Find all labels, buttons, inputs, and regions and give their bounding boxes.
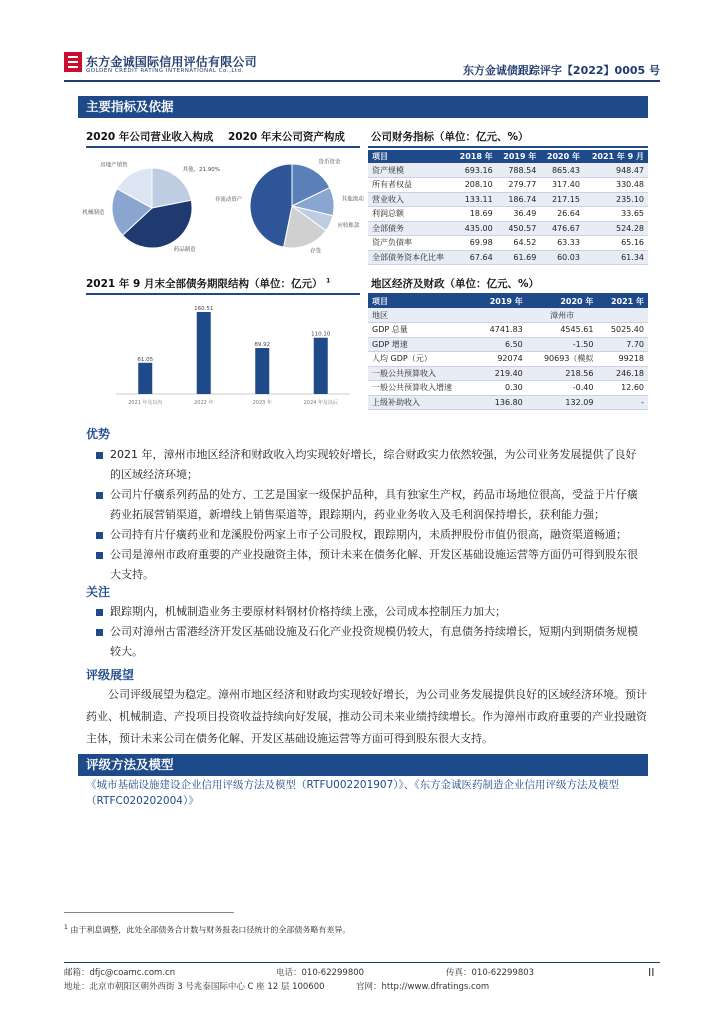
table-cell: -0.40 [527,381,598,396]
report-code: 东方金诚债跟踪评字【2022】0005 号 [462,64,660,77]
table-cell: 476.67 [540,221,584,236]
table-row [368,366,648,381]
outlook-title: 评级展望 [86,668,135,682]
table-cell: -1.50 [527,337,598,352]
pie-label: 存货 [310,248,322,255]
table-cell: 63.33 [540,236,584,251]
table-cell: 资产规模 [368,163,453,178]
table-cell: 90693（模拟 [527,352,598,367]
advantage-item: 2021 年，漳州市地区经济和财政收入均实现较好增长，综合财政实力依然较强，为公司业务发展提供了良好的区域经济环境； [96,445,644,485]
table-header: 项目 [368,295,476,308]
debt-bar-chart [86,296,360,408]
table-cell: 一般公共预算收入增速 [368,381,476,396]
table-cell: 186.74 [497,192,541,207]
table-cell: 营业收入 [368,192,453,207]
advantages-title: 优势 [86,427,111,441]
table-cell: 219.40 [476,366,527,381]
advantage-item: 公司持有片仔癀药业和龙溪股份两家上市子公司股权，跟踪期内，未质押股份市值仍很高，融资渠道畅通； [96,525,644,545]
table-header: 2021 年 [597,295,648,308]
table-cell: 6.50 [476,337,527,352]
table-cell: 61.69 [497,250,541,265]
fin-table [368,150,648,265]
section-title-indicators: 主要指标及依据 [78,96,648,118]
pie-label: 应收账款 [337,222,360,229]
table-row [368,163,648,178]
table-cell: 33.65 [584,207,648,222]
table-cell: 136.80 [476,395,527,410]
footer-email: 邮箱：dfjc@coamc.com.cn [64,968,176,978]
pie-title-underline [86,146,360,148]
table-cell: 一般公共预算收入 [368,366,476,381]
footnote: $^1$ 由于利息调整，此处全部债务合计数与财务报表口径统计的全部债务略有差异。 [64,924,351,935]
table-cell: 235.10 [584,192,648,207]
bar-value-label: 110.10 [311,331,331,338]
table-cell: GDP 总量 [368,323,476,338]
table-cell: 全部债务资本化比率 [368,250,453,265]
pie-charts [82,150,364,262]
bar [197,312,211,394]
table-row [368,236,648,251]
table-cell: 18.69 [453,207,497,222]
debt-title-underline [86,293,360,295]
table-row [368,352,648,367]
debt-chart-title: 2021 年 9 月末全部债务期限结构（单位：亿元） $^1$ [86,277,331,290]
table-cell: 948.47 [584,163,648,178]
bar [138,363,152,394]
table-cell: 92074 [476,352,527,367]
pie-assets [215,158,364,255]
table-cell: 人均 GDP（元） [368,352,476,367]
bar-value-label: 89.92 [254,342,271,349]
table-cell: 788.54 [497,163,541,178]
table-cell: 218.56 [527,366,598,381]
footer-phone: 电话：010-62299800 [276,968,365,978]
bar-category-label: 2022 年 [194,400,214,406]
table-cell: GDP 增速 [368,337,476,352]
table-cell: 0.30 [476,381,527,396]
table-cell: 12.60 [597,381,648,396]
table-row [368,221,648,236]
company-name-cn: 东方金诚国际信用评估有限公司 [86,55,257,69]
pie-label: 房地产销售 [100,162,128,169]
region-table [368,295,648,410]
table-cell: 133.11 [453,192,497,207]
table-row [368,381,648,396]
table-cell: 上级补助收入 [368,395,476,410]
table-header: 2020 年 [540,150,584,163]
pie-slice [250,164,292,247]
table-cell: - [597,395,648,410]
table-cell: 217.15 [540,192,584,207]
pie-label: 机械制造 [82,209,105,216]
table-cell: 208.10 [453,178,497,193]
table-cell: 7.70 [597,337,648,352]
table-header: 2018 年 [453,150,497,163]
section-title-method: 评级方法及模型 [78,754,648,776]
table-cell: 60.03 [540,250,584,265]
table-cell: 61.34 [584,250,648,265]
bar-value-label: 160.51 [194,305,214,312]
footer-fax: 传真：010-62299803 [446,968,535,978]
table-row [368,337,648,352]
pie-title-assets: 2020 年末公司资产构成 [228,131,345,143]
footnote-divider [64,912,234,913]
concerns-title: 关注 [86,585,111,599]
table-cell: 资产负债率 [368,236,453,251]
footer-website: 官网：http://www.dfratings.com [356,982,490,992]
pie-revenue [82,161,220,253]
table-header: 2020 年 [527,295,598,308]
bar [314,338,328,394]
table-header: 2021 年 9 月 [584,150,648,163]
table-row [368,250,648,265]
table-cell: 26.64 [540,207,584,222]
table-cell: 450.57 [497,221,541,236]
table-row [368,178,648,193]
table-cell: 全部债务 [368,221,453,236]
table-cell: 36.49 [497,207,541,222]
method-text: 《城市基础设施建设企业信用评级方法及模型（RTFU002201907）》、《东方金诚医药制造企业信用评级方法及模型（RTFC020202004）》 [86,779,620,807]
outlook-text: 公司评级展望为稳定。漳州市地区经济和财政均实现较好增长，为公司业务发展提供良好的区域经济环境。预计药业、机械制造、产投项目投资收益持续向好发展，推动公司未来业绩持续增长。作为漳州市政府重要的产业投融资主体，预计未来公司在债务化解、开发区基础设施运营等方面可得到股东很大支持。 [86,688,647,745]
table-row [368,308,648,323]
pie-label: 药品制造 [173,246,196,253]
bar-category-label: 2024 年及以后 [303,400,338,406]
header-divider [64,80,660,82]
table-cell: 69.98 [453,236,497,251]
table-cell: 64.52 [497,236,541,251]
fin-table-title: 公司财务指标（单位：亿元、%） [371,131,529,143]
table-row [368,207,648,222]
pie-label: 其他，21.90% [182,166,220,173]
table-cell: 865.43 [540,163,584,178]
footer-address: 地址：北京市朝阳区朝外西街 3 号兆泰国际中心 C 座 12 层 100600 [64,982,325,992]
page-number: II [648,966,655,979]
table-cell: 漳州市 [476,308,648,323]
pie-label: 非流动资产 [214,196,243,203]
table-row [368,395,648,410]
company-name-en: GOLDEN CREDIT RATING INTERNATIONAL Co.,Ltd. [86,68,244,74]
table-cell: 67.64 [453,250,497,265]
table-header: 项目 [368,150,453,163]
table-cell: 330.48 [584,178,648,193]
table-cell: 435.00 [453,221,497,236]
pie-label: 货币资金 [318,159,341,166]
advantage-item: 公司片仔癀系列药品的处方、工艺是国家一级保护品种，具有独家生产权，药品市场地位很高，受益于片仔癀药业拓展营销渠道，新增线上销售渠道等，跟踪期内，药业业务收入及毛利润保持增长，获利能力强； [96,485,644,525]
table-cell: 99218 [597,352,648,367]
bar-category-label: 2023 年 [252,400,272,406]
bar [255,348,269,394]
footer-divider [64,962,660,963]
fin-title-underline [368,146,648,148]
table-cell: 524.28 [584,221,648,236]
advantage-item: 公司是漳州市政府重要的产业投融资主体，预计未来在债务化解、开发区基础设施运营等方面仍可得到股东很大支持。 [96,545,644,585]
table-cell: 65.16 [584,236,648,251]
table-cell: 4545.61 [527,323,598,338]
table-cell: 利润总额 [368,207,453,222]
concern-item: 跟踪期内，机械制造业务主要原材料钢材价格持续上涨，公司成本控制压力加大； [96,602,644,622]
table-cell: 地区 [368,308,476,323]
bar-category-label: 2021 年及以内 [128,400,163,406]
table-row [368,192,648,207]
pie-title-revenue: 2020 年公司营业收入构成 [86,131,214,143]
pie-label: 其他流动 [341,196,364,203]
table-header: 2019 年 [476,295,527,308]
table-cell: 246.18 [597,366,648,381]
table-cell: 132.09 [527,395,598,410]
company-logo-icon [64,52,82,72]
table-cell: 5025.40 [597,323,648,338]
table-row [368,323,648,338]
region-table-title: 地区经济及财政（单位：亿元、%） [371,278,540,290]
table-cell: 279.77 [497,178,541,193]
bar-value-label: 61.05 [137,356,154,363]
table-cell: 所有者权益 [368,178,453,193]
concern-item: 公司对漳州古雷港经济开发区基础设施及石化产业投资规模仍较大，有息债务持续增长，短期内到期债务规模较大。 [96,622,644,662]
table-cell: 693.16 [453,163,497,178]
table-cell: 317.40 [540,178,584,193]
table-cell: 4741.83 [476,323,527,338]
table-header: 2019 年 [497,150,541,163]
